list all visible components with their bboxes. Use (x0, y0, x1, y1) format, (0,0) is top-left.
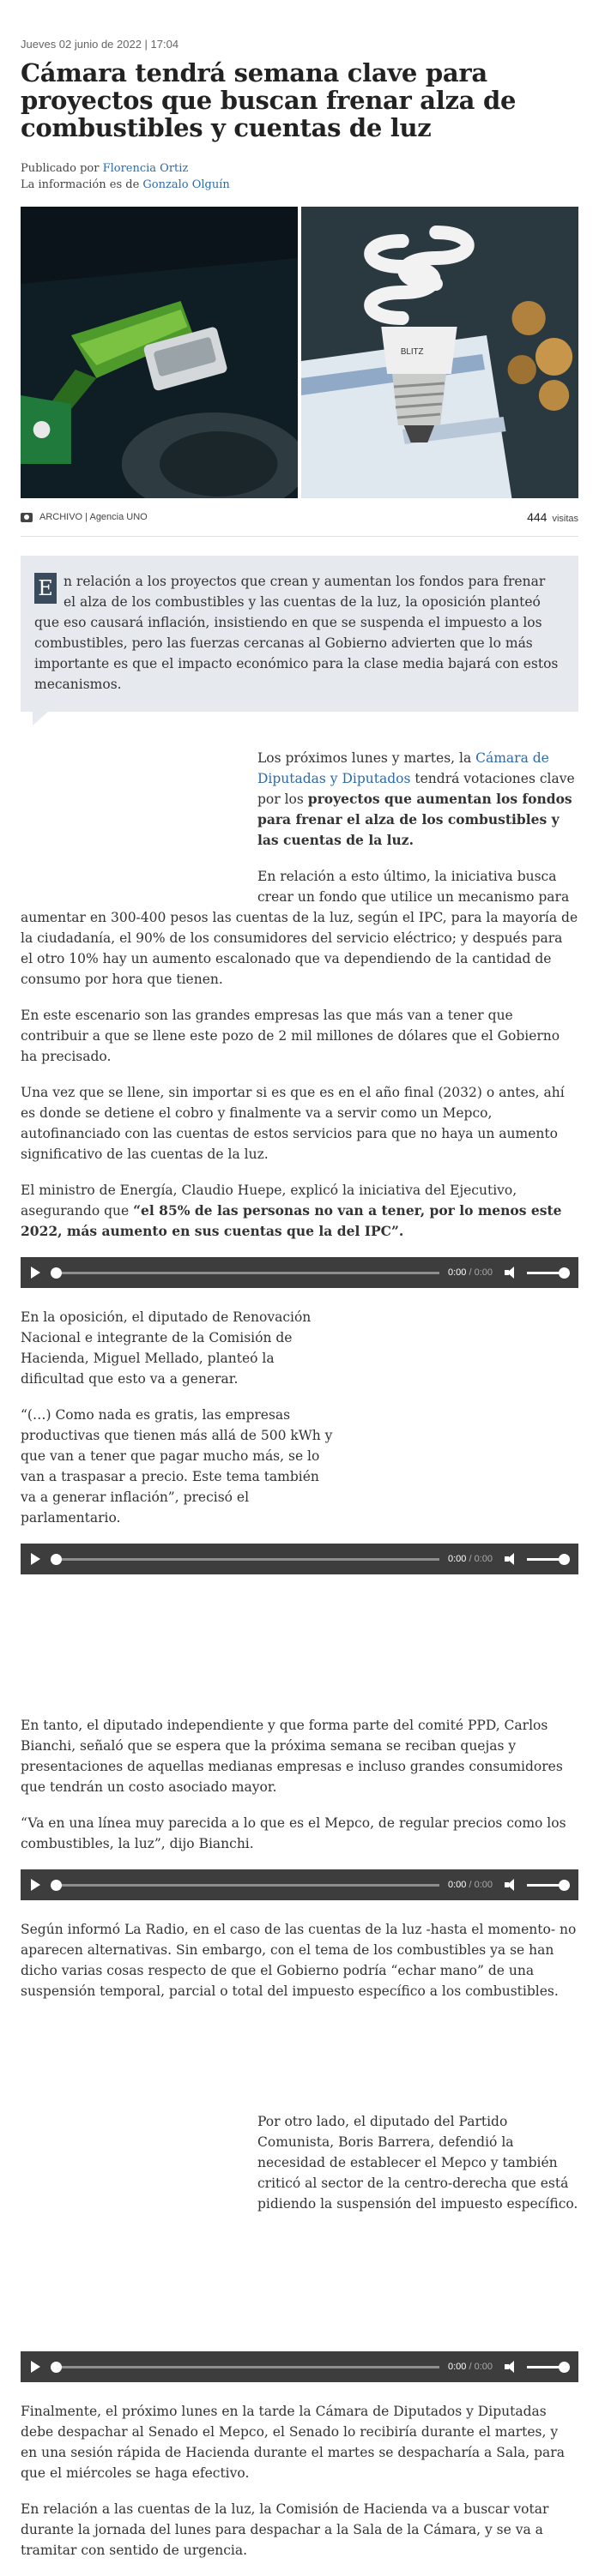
progress-knob[interactable] (51, 2362, 62, 2373)
paragraph: En la oposición, el diputado de Renovación Nacional e integrante de la Comisión de Hacienda, Miguel Mellado, planteó la dificultad que esto va a generar. (21, 1309, 312, 1387)
volume-knob[interactable] (559, 1267, 570, 1279)
play-icon[interactable] (31, 1267, 40, 1279)
paragraph-strong: “el 85% de las personas no van a tener, por lo menos este 2022, más aumento en sus cuentas que la del IPC”. (21, 1202, 562, 1239)
ad-space (21, 748, 257, 894)
volume-icon[interactable] (505, 1553, 518, 1565)
source-author-link[interactable]: Gonzalo Olguín (142, 178, 230, 191)
paragraph: En tanto, el diputado independiente y que forma parte del comité PPD, Carlos Bianchi, señaló que se espera que la próxima semana se reciban quejas y presentaciones de aquellas medianas empresas e incluso grandes consumidores que tendrán un costo asociado mayor. (21, 1718, 563, 1795)
light-bulb-illustration (301, 207, 578, 498)
lead-summary (21, 556, 578, 712)
paragraph: “(…) Como nada es gratis, las empresas productivas que tienen más allá de 500 kWh y que van a tener que pagar mucho más, se lo van a traspasar a precio. Este tema también va a generar inflación”, precisó el parlamentario. (21, 1407, 333, 1526)
paragraph-text: tendrá votaciones clave por los (257, 771, 575, 807)
audio-time (448, 1262, 493, 1283)
article-body (21, 748, 578, 2561)
volume-slider[interactable] (527, 2366, 568, 2368)
play-icon[interactable] (31, 1553, 40, 1565)
audio-time (448, 1549, 493, 1569)
divider (21, 536, 578, 537)
light-bulb-and-bill-photo (301, 207, 578, 498)
play-icon[interactable] (31, 1879, 40, 1891)
image-caption: ARCHIVO | Agencia UNO (39, 512, 148, 522)
camera-icon (21, 513, 33, 522)
volume-icon[interactable] (505, 2361, 518, 2373)
dropcap-letter: E (34, 573, 57, 604)
visit-label: visitas (552, 514, 578, 524)
hero-images (21, 207, 578, 498)
progress-knob[interactable] (51, 1880, 62, 1891)
ad-space (21, 2017, 578, 2111)
progress-knob[interactable] (51, 1267, 62, 1279)
paragraph (21, 1180, 578, 1242)
audio-progress-bar[interactable] (51, 1272, 439, 1274)
audio-progress-bar[interactable] (51, 2366, 439, 2368)
audio-player[interactable] (21, 1869, 578, 1900)
ad-space (21, 2111, 257, 2257)
time-separator: / (469, 1267, 472, 1278)
svg-text:BLITZ: BLITZ (400, 346, 424, 358)
paragraph: En este escenario son las grandes empresas las que más van a tener que contribuir a que se llene este pozo de 2 mil millones de dólares que el Gobierno ha precisado. (21, 1008, 560, 1064)
visit-counter (527, 510, 578, 524)
volume-knob[interactable] (559, 2362, 570, 2373)
time-separator: / (469, 1554, 472, 1564)
paragraph: Por otro lado, el diputado del Partido Comunista, Boris Barrera, defendió la necesidad de establecer el Mepco y también criticó al sector de la centro-derecha que está pidiendo la suspensión del impuesto específico. (257, 2114, 578, 2212)
article-dateline: Jueves 02 junio de 2022 | 17:04 (21, 38, 179, 51)
published-by-label: Publicado por (21, 162, 100, 175)
paragraph: Una vez que se llene, sin importar si es que es en el año final (2032) o antes, ahí es donde se detiene el cobro y finalmente va a servir como un Mepco, autofinanciado con las cuentas de estos servicios para que no haya un aumento significativo de las cuentas de la luz. (21, 1085, 565, 1162)
audio-progress-bar[interactable] (51, 1558, 439, 1561)
current-time: 0:00 (447, 2362, 467, 2372)
play-icon[interactable] (31, 2361, 40, 2373)
visit-count: 444 (527, 510, 548, 524)
narrow-column (21, 1307, 336, 1528)
duration-time: 0:00 (474, 1554, 493, 1564)
audio-player[interactable] (21, 2351, 578, 2382)
volume-icon[interactable] (505, 1267, 518, 1279)
ad-space (21, 2257, 578, 2348)
audio-time (448, 2356, 493, 2377)
lead-text: n relación a los proyectos que crean y aumentan los fondos para frenar el alza de los combustibles y las cuentas de la luz, la oposición planteó que eso causará inflación, insistiendo en que se suspenda el impuesto a los combustibles, pero las fuerzas cercanas al Gobierno advierten que lo más importante es que el impacto económico para la clase media bajará con estos mecanismos. (34, 574, 559, 692)
article-title: Cámara tendrá semana clave para proyectos que buscan frenar alza de combustibles y cuentas de luz (21, 58, 517, 142)
audio-time (448, 1875, 493, 1895)
author-link[interactable]: Florencia Ortiz (102, 162, 189, 175)
volume-slider[interactable] (527, 1558, 568, 1561)
paragraph: En relación a las cuentas de la luz, la Comisión de Hacienda va a buscar votar durante la jornada del lunes para despachar a la Sala de la Cámara, y se va a tramitar con sentido de urgencia. (21, 2501, 549, 2558)
info-source-label: La información es de (21, 178, 140, 191)
paragraph: Según informó La Radio, en el caso de las cuentas de la luz -hasta el momento- no aparecen alternativas. Sin embargo, con el tema de los combustibles ya se han dicho varias cosas respecto de que el Gobierno podría “echar mano” de una suspensión temporal, parcial o total del impuesto específico a los combustibles. (21, 1922, 577, 1999)
volume-slider[interactable] (527, 1884, 568, 1887)
volume-slider[interactable] (527, 1272, 568, 1274)
duration-time: 0:00 (474, 2362, 493, 2372)
byline (21, 160, 578, 193)
ad-space (21, 1593, 578, 1715)
volume-icon[interactable] (505, 1879, 518, 1891)
current-time: 0:00 (447, 1880, 467, 1890)
image-caption-row (21, 509, 578, 526)
current-time: 0:00 (447, 1267, 467, 1278)
duration-time: 0:00 (474, 1267, 493, 1278)
paragraph: En relación a esto último, la iniciativa busca crear un fondo que utilice un mecanismo para aumentar en 300-400 pesos las cuentas de la luz, según el IPC, para la mayoría de la ciudadanía, el 90% de los consumidores del servicio eléctrico; y después para el otro 10% hay un aumento escalonado que va dependiendo de la cantidad de consumo por hora que tienen. (21, 869, 578, 987)
paragraph: “Va en una línea muy parecida a lo que es el Mepco, de regular precios como los combustibles, la luz”, dijo Bianchi. (21, 1815, 566, 1851)
audio-player[interactable] (21, 1544, 578, 1574)
audio-player[interactable] (21, 1257, 578, 1288)
audio-progress-bar[interactable] (51, 1884, 439, 1887)
progress-knob[interactable] (51, 1554, 62, 1565)
paragraph-text: El ministro de Energía, Claudio Huepe, explicó la iniciativa del Ejecutivo, asegurando que (21, 1183, 517, 1219)
paragraph-text: Los próximos lunes y martes, la (257, 750, 476, 766)
fuel-nozzle-photo (21, 207, 298, 498)
volume-knob[interactable] (559, 1880, 570, 1891)
duration-time: 0:00 (474, 1880, 493, 1890)
camara-link[interactable]: Cámara de Diputadas y Diputados (257, 750, 549, 786)
paragraph: Finalmente, el próximo lunes en la tarde la Cámara de Diputados y Diputadas debe despachar al Senado el Mepco, el Senado lo recibiría durante el martes, y en una sesión rápida de Hacienda durante el martes se despacharía a Sala, para que el miércoles se haga efectivo. (21, 2404, 565, 2481)
time-separator: / (469, 1880, 472, 1890)
fuel-nozzle-illustration (21, 207, 298, 498)
time-separator: / (469, 2362, 472, 2372)
current-time: 0:00 (447, 1554, 467, 1564)
paragraph-strong: proyectos que aumentan los fondos para frenar el alza de los combustibles y las cuentas de la luz. (257, 791, 572, 848)
volume-knob[interactable] (559, 1554, 570, 1565)
